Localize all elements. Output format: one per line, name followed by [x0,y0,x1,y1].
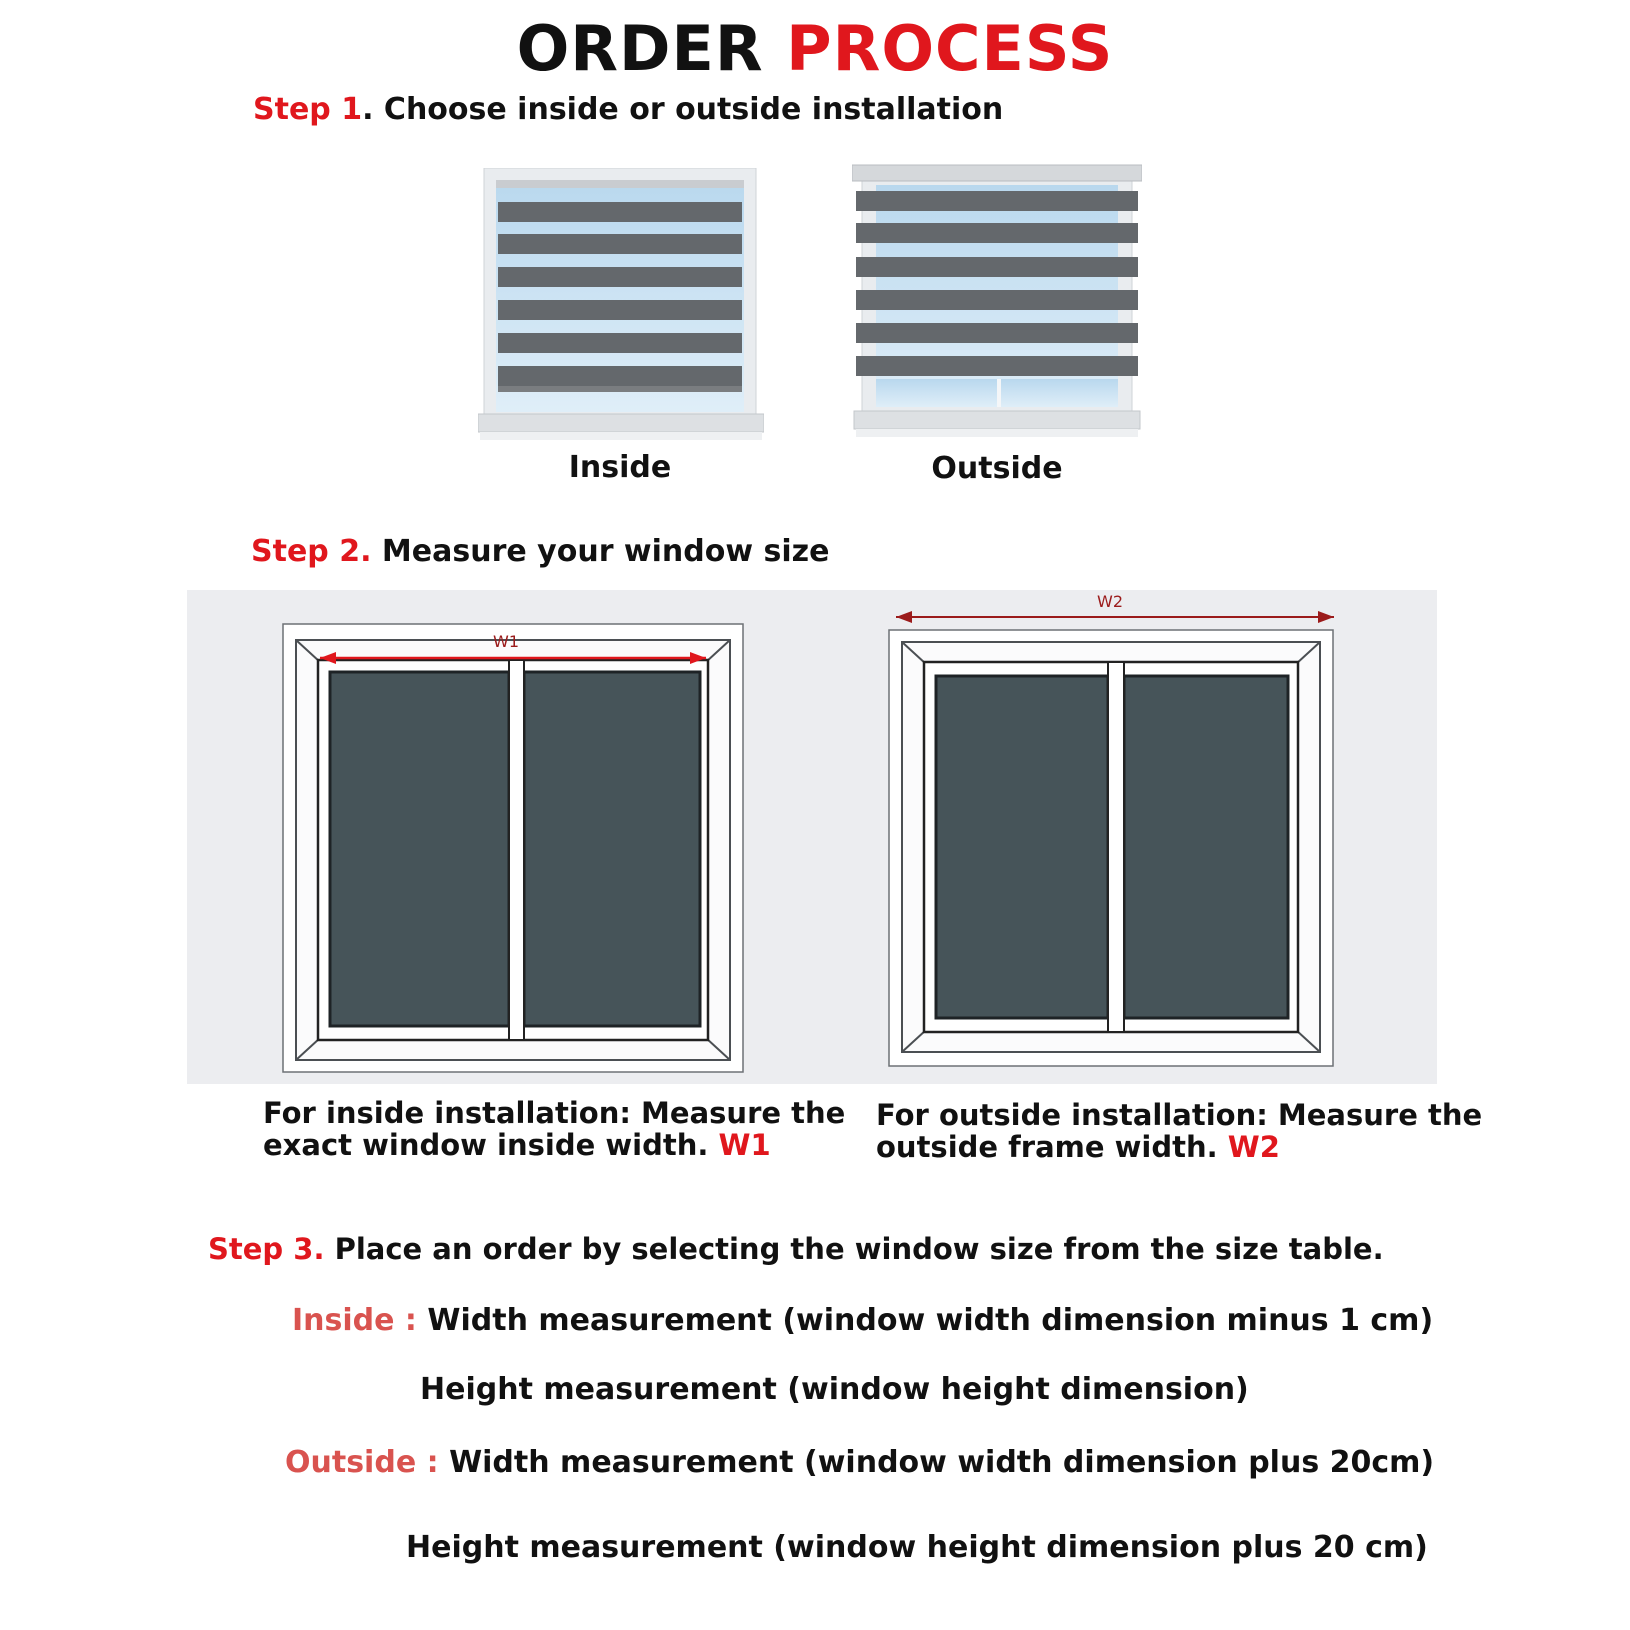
inside-desc-line2: exact window inside width. [263,1128,709,1162]
w2-marker: W2 [1097,592,1123,611]
w1-marker: W1 [493,632,519,651]
inside-window-diagram [280,618,750,1078]
outside-width-row [285,1445,1434,1480]
step3-label: Step 3. [208,1232,325,1266]
inside-desc-line2-wrap [263,1129,845,1161]
step3-text: Place an order by selecting the window size from the size table. [324,1232,1384,1266]
outside-height-rule: Height measurement (window height dimension plus 20 cm) [406,1530,1428,1565]
outside-desc-line2: outside frame width. [876,1130,1218,1164]
outside-rule-label: Outside : [285,1445,439,1480]
outside-window-diagram [880,590,1350,1070]
inside-height-rule: Height measurement (window height dimension) [420,1372,1249,1407]
title-process: PROCESS [786,12,1114,85]
inside-caption: Inside [568,450,672,485]
inside-rule-label: Inside : [292,1303,417,1338]
outside-width-rule: Width measurement (window width dimension plus 20cm) [449,1445,1435,1480]
step2-label: Step 2. [251,534,372,569]
outside-caption: Outside [931,451,1063,486]
outside-desc-tag: W2 [1227,1130,1280,1164]
inside-desc-tag: W1 [718,1128,771,1162]
outside-blind-image [852,163,1142,453]
inside-desc-line1: For inside installation: Measure the [263,1096,846,1130]
step1-label: Step 1 [253,92,363,127]
step1-heading [253,92,1003,127]
outside-measure-description [876,1099,1482,1163]
step2-heading [251,534,829,569]
outside-desc-line1: For outside installation: Measure the [876,1098,1483,1132]
inside-measure-description [263,1097,845,1161]
inside-blind-image [478,168,764,450]
page-title [0,12,1630,85]
step2-text: Measure your window size [371,534,830,569]
inside-width-rule: Width measurement (window width dimension minus 1 cm) [427,1303,1434,1338]
step1-text: . Choose inside or outside installation [362,92,1004,127]
outside-desc-line2-wrap [876,1131,1482,1163]
title-order: ORDER [516,12,764,85]
inside-width-row [292,1303,1433,1338]
step3-heading [208,1232,1384,1266]
